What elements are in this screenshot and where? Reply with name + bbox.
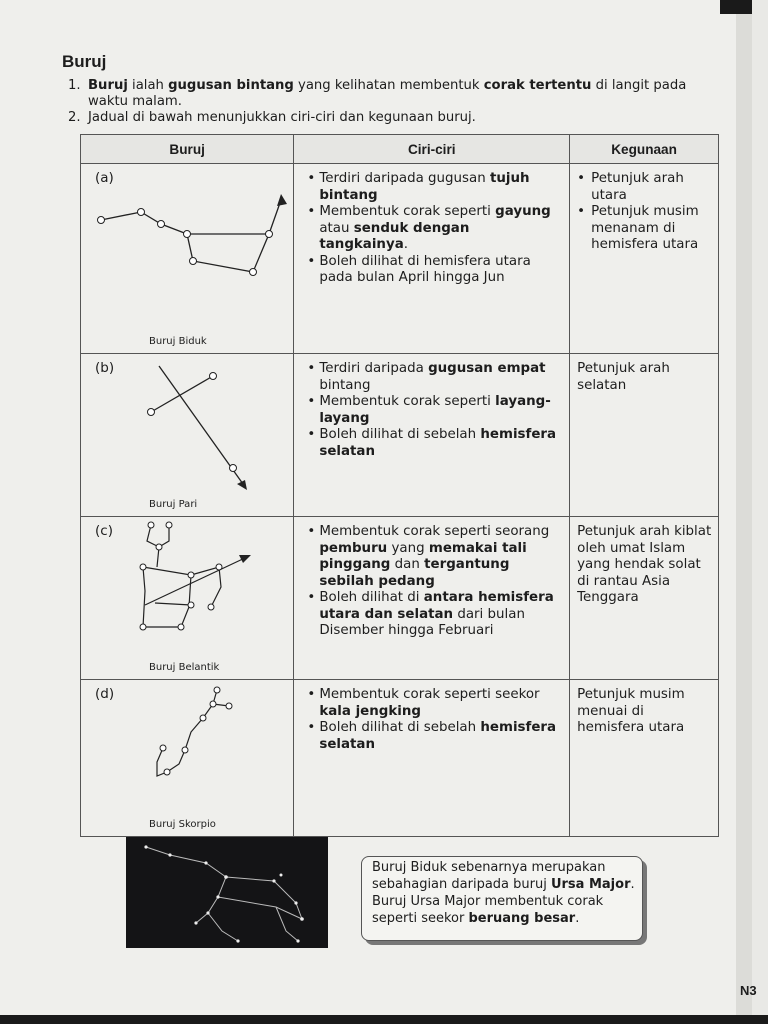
ursa-major-diagram — [126, 837, 328, 948]
bold-text: tergantung sebilah pedang — [319, 557, 510, 589]
ursa-major-photo — [126, 837, 328, 948]
text-run: . — [403, 237, 408, 252]
bold-text: Buruj — [88, 78, 128, 93]
bold-text: beruang besar — [468, 911, 576, 926]
kegunaan-list — [571, 171, 713, 254]
constellation-cell — [81, 164, 294, 354]
text-run: Boleh dilihat di — [319, 590, 424, 605]
ciri-item — [307, 361, 562, 394]
point-text — [88, 110, 723, 126]
bold-text: hemisfera selatan — [319, 720, 557, 752]
ciri-cell — [294, 354, 570, 517]
kegunaan-cell — [570, 164, 719, 354]
constellation-name: Buruj Biduk — [149, 336, 207, 347]
corner-mark — [720, 0, 752, 14]
text-run: bintang — [319, 377, 371, 393]
col-header-ciri: Ciri-ciri — [294, 135, 570, 164]
bold-text: hemisfera selatan — [319, 427, 557, 459]
table-row — [81, 354, 719, 517]
bold-text: gugusan empat — [428, 361, 546, 376]
text-run: yang kelihatan membentuk — [293, 78, 484, 93]
row-label: (d) — [95, 686, 115, 702]
col-header-kegunaan: Kegunaan — [570, 135, 719, 164]
star-icons — [140, 522, 222, 630]
ciri-item — [307, 171, 562, 204]
bold-text: memakai tali pinggang — [319, 540, 527, 572]
text-run: dari bulan Disember hingga Februari — [319, 606, 525, 638]
ciri-item — [307, 687, 562, 720]
ciri-list — [295, 361, 562, 460]
text-run: Terdiri daripada — [319, 361, 429, 376]
kegunaan-item: • Petunjuk arah utara — [577, 171, 713, 204]
big-dipper-diagram — [81, 164, 295, 351]
text-run: yang — [387, 540, 429, 556]
kegunaan-item: • Petunjuk musim menanam di hemisfera utara — [577, 204, 713, 254]
text-run: Membentuk corak seperti seorang — [319, 524, 550, 539]
bold-text: antara hemisfera utara dan selatan — [319, 590, 554, 622]
ciri-item — [307, 590, 562, 640]
star-icons — [160, 687, 232, 775]
ciri-cell — [294, 164, 570, 354]
text-run: Membentuk corak seperti — [319, 394, 496, 409]
text-run: Membentuk corak seperti — [319, 204, 496, 219]
point-text — [88, 78, 723, 110]
constellation-cell — [81, 680, 294, 837]
table-row — [81, 517, 719, 680]
info-callout — [361, 856, 643, 941]
constellation-cell — [81, 517, 294, 680]
bold-text: gayung — [495, 204, 551, 219]
southern-cross-diagram — [81, 354, 295, 514]
bold-text: Ursa Major — [550, 877, 631, 892]
bold-text: kala jengking — [319, 703, 421, 719]
point-2 — [68, 110, 723, 126]
kegunaan-cell — [570, 354, 719, 517]
text-run: Boleh dilihat di hemisfera utara pada bulan April hingga Jun — [319, 253, 531, 285]
table-row — [81, 680, 719, 837]
text-run: atau — [319, 220, 354, 236]
table-header-row — [81, 135, 719, 164]
constellation-table — [80, 134, 719, 837]
ciri-list — [295, 687, 562, 753]
scorpius-diagram — [81, 680, 295, 834]
bold-text: gugusan bintang — [168, 78, 294, 93]
section-heading: Buruj — [62, 52, 107, 71]
point-number: 2. — [68, 110, 81, 125]
bottom-edge — [0, 1015, 768, 1024]
constellation-cell — [81, 354, 294, 517]
table-row — [81, 164, 719, 354]
constellation-name: Buruj Pari — [149, 499, 198, 510]
ciri-item — [307, 427, 562, 460]
text-run: Boleh dilihat di sebelah — [319, 427, 481, 442]
ciri-item — [307, 524, 562, 590]
text-run: Terdiri daripada gugusan — [319, 171, 490, 186]
kegunaan-cell — [570, 517, 719, 680]
text-run: . — [575, 911, 580, 926]
bold-text: tujuh bintang — [319, 171, 530, 203]
page-number: N3 — [740, 983, 757, 998]
ciri-list — [295, 171, 562, 287]
point-number: 1. — [68, 78, 81, 93]
text-run: dan — [390, 557, 425, 572]
bold-text: corak tertentu — [483, 78, 592, 93]
point-1 — [68, 78, 723, 110]
ciri-cell — [294, 680, 570, 837]
star-icons — [98, 209, 273, 276]
ciri-item — [307, 204, 562, 254]
bold-text: layang-layang — [319, 394, 551, 426]
kegunaan-cell — [570, 680, 719, 837]
ciri-item — [307, 254, 562, 287]
constellation-name: Buruj Belantik — [149, 662, 220, 673]
kegunaan-text: Petunjuk arah selatan — [577, 361, 670, 393]
text-run: Jadual di bawah menunjukkan ciri-ciri dan kegunaan buruj. — [88, 110, 476, 125]
ciri-cell — [294, 517, 570, 680]
constellation-name: Buruj Skorpio — [149, 819, 216, 830]
ciri-item — [307, 394, 562, 427]
text-run: Membentuk corak seperti seekor — [319, 687, 540, 702]
orion-diagram — [81, 517, 295, 677]
kegunaan-text: Petunjuk musim menuai di hemisfera utara — [577, 687, 685, 735]
ciri-item — [307, 720, 562, 753]
kegunaan-text: Petunjuk arah kiblat oleh umat Islam yang hendak solat di rantau Asia Tenggara — [577, 524, 712, 605]
row-label: (b) — [95, 360, 115, 376]
text-run: Boleh dilihat di sebelah — [319, 720, 481, 735]
bold-text: senduk dengan tangkainya — [319, 220, 470, 252]
ciri-list — [295, 524, 562, 640]
text-run: ialah — [127, 78, 169, 93]
text-run: di langit pada waktu malam. — [88, 78, 687, 109]
text-run: Buruj Biduk sebenarnya merupakan sebahagian daripada buruj — [372, 860, 606, 892]
col-header-buruj: Buruj — [81, 135, 294, 164]
text-run: . Buruj Ursa Major membentuk corak seperti seekor — [372, 877, 635, 926]
row-label: (a) — [95, 170, 114, 186]
page-edge-shadow — [736, 0, 752, 1024]
bold-text: pemburu — [319, 540, 388, 556]
row-label: (c) — [95, 523, 113, 539]
